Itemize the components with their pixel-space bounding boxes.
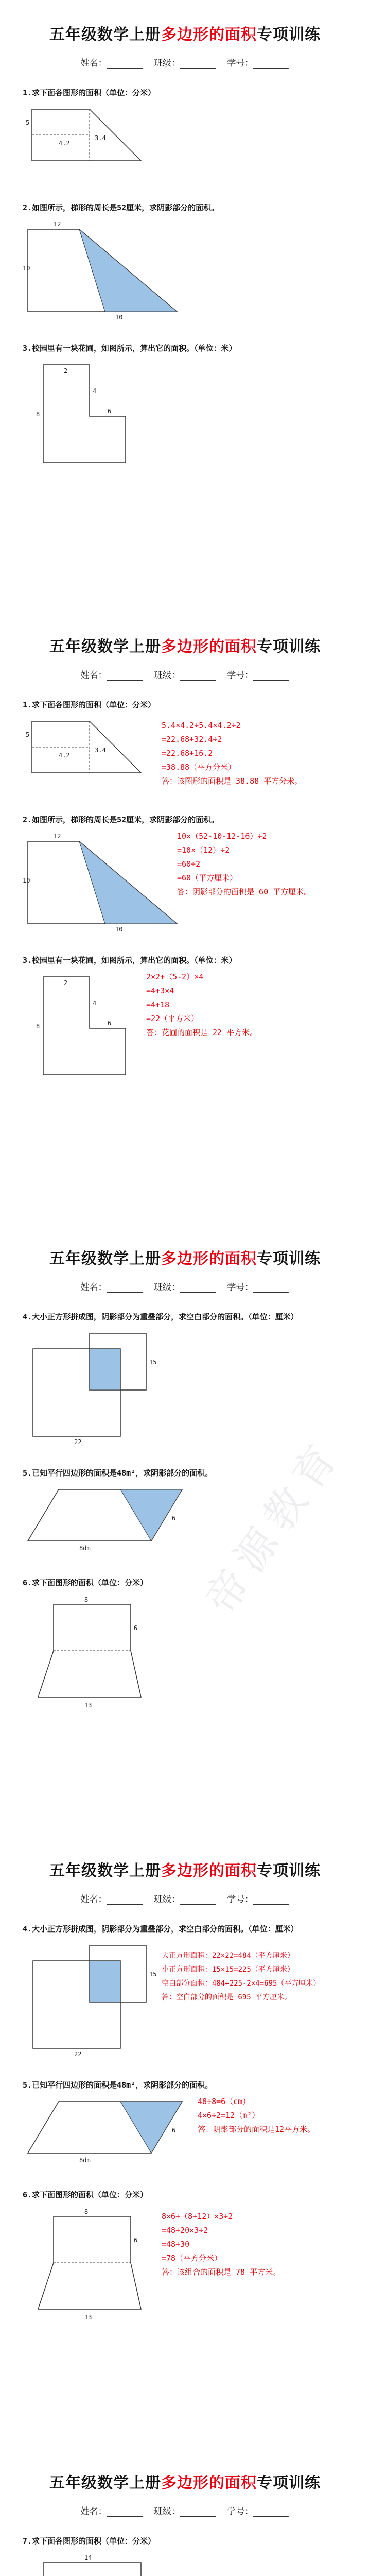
question-3: 3.校园里有一块花圃，如图所示，算出它的面积。（单位：米） 8 2 4 6 (23, 343, 347, 473)
svg-text:4.2: 4.2 (59, 752, 70, 759)
worksheet-title: 五年级数学上册多边形的面积专项训练 (49, 638, 321, 656)
svg-text:2: 2 (64, 367, 68, 375)
worksheet-title: 五年级数学上册多边形的面积专项训练 (49, 2474, 321, 2492)
answer-5: 48÷8=6（cm） 4×6÷2=12（m²） 答：阴影部分的面积是12平方米。 (198, 2097, 315, 2134)
question-5-answer: 5.已知平行四边形的面积是48m²，求阴影部分的面积。 8dm 6 48÷8=6（cm） 4×6÷2=12（m²） 答：阴影部分的面积是12平方米。 (23, 2079, 347, 2168)
question-6: 6.求下面图形的面积（单位：分米） 13 6 8 (23, 1577, 347, 1713)
number-field[interactable] (253, 61, 289, 69)
worksheet-3 (0, 1224, 370, 1836)
svg-text:15: 15 (149, 1359, 157, 1366)
question-2: 2.如图所示，梯形的周长是52厘米，求阴影部分的面积。 10 12 10 (23, 203, 219, 321)
question-1: 1.求下面各图形的面积（单位：分米） 5 4.2 3.4 (23, 87, 347, 181)
question-6-answer: 6.求下面图形的面积（单位：分米） 13 6 8 8×6+（8+12）×3÷2 =48+20×3÷2 =48+30 =78（平方分米） 答：该组合的面积是 78 平方米。 (23, 2189, 347, 2325)
worksheet-title: 五年级数学上册多边形的面积专项训练 (49, 1250, 321, 1268)
svg-text:8: 8 (36, 1023, 40, 1030)
worksheet-5 (0, 2448, 370, 2576)
svg-text:10: 10 (23, 265, 30, 272)
svg-text:6: 6 (108, 1020, 112, 1027)
svg-text:8dm: 8dm (79, 1545, 91, 1552)
svg-text:8dm: 8dm (79, 2157, 91, 2164)
answer-3: 2×2+（5-2）×4 =4+3×4 =4+18 =22（平方米） 答：花圃的面积是 22 平方米。 (146, 972, 258, 1037)
svg-text:22: 22 (74, 1438, 82, 1446)
composite-figure (23, 2206, 177, 2325)
question-2-answer: 2.如图所示，梯形的周长是52厘米，求阴影部分的面积。 10 12 10 10×（52-10-12-16）÷2 =10×（12）÷2 =60÷2 =60（平方厘米） 答：阴影部分的面积是 60 平方厘米。 (23, 815, 312, 933)
answer-6: 8×6+（8+12）×3÷2 =48+20×3÷2 =48+30 =78（平方分米） 答：该组合的面积是 78 平方米。 (162, 2212, 281, 2277)
svg-text:10: 10 (115, 926, 123, 933)
question-1-answer: 1.求下面各图形的面积（单位：分米） 5 4.2 3.4 5.4×4.2÷5.4×4.2÷2 =22.68+32.4÷2 =22.68+16.2 =38.88（平方分米） 答：该图形的面积是 38.88 平方分米。 (23, 699, 347, 793)
svg-text:6: 6 (108, 408, 112, 415)
trapezoid-shaded-figure (23, 219, 187, 322)
garden-figure (23, 360, 177, 473)
watermark-text: 帝源教育 (196, 1429, 351, 1622)
shield-figure (23, 2552, 177, 2576)
svg-text:6: 6 (134, 2236, 138, 2244)
worksheet-2 (0, 612, 370, 1224)
svg-text:5: 5 (26, 731, 30, 738)
trapezoid-figure (23, 716, 156, 793)
worksheet-title: 五年级数学上册多边形的面积专项训练 (49, 26, 321, 44)
svg-text:10: 10 (115, 314, 123, 321)
student-info: 姓名： 班级： 学号： (23, 2504, 347, 2517)
svg-text:15: 15 (149, 1971, 157, 1978)
question-4: 4.大小正方形拼成图，阴影部分为重叠部分，求空白部分的面积。（单位：厘米） 22 15 (23, 1312, 298, 1446)
squares-figure (23, 1328, 177, 1447)
svg-text:3.4: 3.4 (95, 747, 106, 754)
student-info: 姓名： 班级： 学号： (23, 1280, 347, 1293)
svg-text:14: 14 (84, 2554, 92, 2561)
worksheet-title: 五年级数学上册多边形的面积专项训练 (49, 1862, 321, 1880)
composite-figure (23, 1594, 177, 1713)
answer-1: 5.4×4.2÷5.4×4.2÷2 =22.68+32.4÷2 =22.68+16.2 =38.88（平方分米） 答：该图形的面积是 38.88 平方分米。 (162, 721, 303, 786)
svg-text:12: 12 (54, 833, 61, 840)
student-info: 姓名： 班级： 学号： (23, 668, 347, 681)
svg-text:13: 13 (84, 2314, 92, 2321)
svg-text:8: 8 (84, 2208, 89, 2215)
svg-text:5: 5 (26, 119, 30, 126)
student-info: 姓名： 班级： 学号： (23, 56, 347, 69)
svg-text:3.4: 3.4 (95, 134, 106, 142)
svg-text:6: 6 (172, 1515, 176, 1522)
answer-2: 10×（52-10-12-16）÷2 =10×（12）÷2 =60÷2 =60（平方厘米） 答：阴影部分的面积是 60 平方厘米。 (177, 832, 312, 896)
parallelogram-figure (23, 2096, 192, 2168)
squares-figure (23, 1940, 177, 2059)
svg-text:6: 6 (134, 1624, 138, 1632)
name-field[interactable] (107, 61, 143, 69)
trapezoid-figure (23, 104, 156, 181)
class-field[interactable] (180, 61, 216, 69)
question-7: 7.求下面各图形的面积（单位：分米） 14 (23, 2535, 347, 2576)
svg-text:10: 10 (23, 877, 30, 884)
question-3-answer: 3.校园里有一块花圃，如图所示，算出它的面积。（单位：米） 8 2 4 6 2×2+（5-2）×4 =4+3×4 =4+18 =22（平方米） 答：花圃的面积是 22 平方米。 (23, 955, 347, 1085)
trapezoid-shaded-figure (23, 831, 187, 934)
svg-text:8: 8 (36, 411, 40, 418)
svg-text:12: 12 (54, 221, 61, 228)
question-5: 5.已知平行四边形的面积是48m²，求阴影部分的面积。 8dm 6 (23, 1467, 347, 1556)
svg-text:22: 22 (74, 2050, 82, 2058)
svg-text:4: 4 (93, 387, 97, 395)
svg-text:4.2: 4.2 (59, 140, 70, 147)
question-4-answer: 4.大小正方形拼成图，阴影部分为重叠部分，求空白部分的面积。（单位：厘米） 22 15 大正方形面积：22×22=484（平方厘米） 小正方形面积：15×15=225（平方厘米） 空白部分面积：484+225-2×4=695（平方厘米） 答：空白部分的面积是 695 平方厘米。 (23, 1924, 321, 2058)
answer-4: 大正方形面积：22×22=484（平方厘米） 小正方形面积：15×15=225（平方厘米） 空白部分面积：484+225-2×4=695（平方厘米） 答：空白部分的面积是 695 平方厘米。 (162, 1952, 321, 2002)
svg-text:8: 8 (84, 1596, 89, 1603)
student-info: 姓名： 班级： 学号： (23, 1892, 347, 1905)
svg-text:13: 13 (84, 1702, 92, 1709)
worksheet-1 (0, 0, 370, 612)
parallelogram-figure (23, 1484, 192, 1556)
worksheet-4 (0, 1836, 370, 2448)
svg-text:2: 2 (64, 979, 68, 987)
svg-text:4: 4 (93, 999, 97, 1007)
svg-text:6: 6 (172, 2127, 176, 2134)
